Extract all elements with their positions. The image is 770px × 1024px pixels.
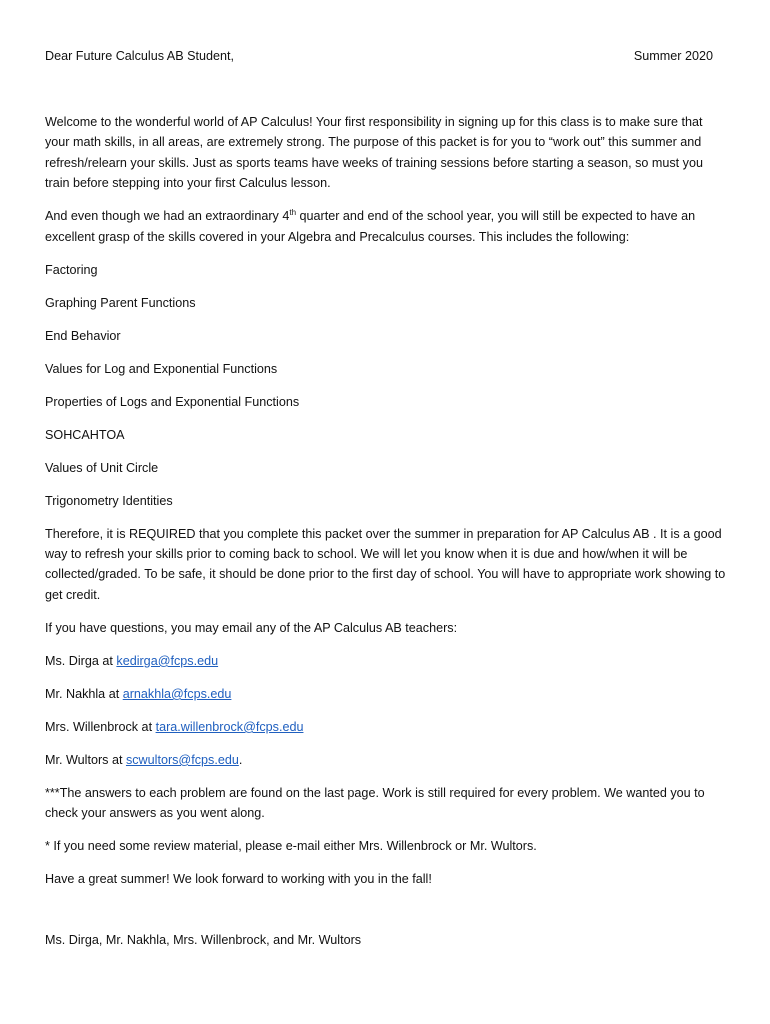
skills-paragraph [45,206,727,247]
intro-paragraph: Welcome to the wonderful world of AP Calculus! Your first responsibility in signing up for this class is to make sure that your math skills, in all areas, are extremely strong. The purpose of this packet is for you to “work out” this summer and refresh/relearn your skills. Just as sports teams have weeks of training sessions before starting a season, so must you train before stepping into your first Calculus lesson. [45,115,703,191]
letter-body [45,112,727,902]
email-link-willenbrock[interactable]: tara.willenbrock@fcps.edu [155,719,304,734]
email-link-wultors[interactable]: scwultors@fcps.edu [125,752,239,767]
topic-item: SOHCAHTOA [45,427,125,442]
answers-note: ***The answers to each problem are found on the last page. Work is still required for every problem. We wanted you to check your answers as you went along. [45,785,705,821]
teacher-contact-dirga [45,651,727,671]
signoff: Ms. Dirga, Mr. Nakhla, Mrs. Willenbrock, and Mr. Wultors [45,933,362,947]
topic-list [45,260,727,511]
letter-date: Summer 2020 [633,49,713,63]
questions-paragraph: If you have questions, you may email any of the AP Calculus AB teachers: [45,620,458,635]
topic-item: Values for Log and Exponential Functions [45,361,278,376]
email-link-dirga[interactable]: kedirga@fcps.edu [116,653,219,668]
teacher-contact-nakhla [45,684,727,704]
review-note: * If you need some review material, please e-mail either Mrs. Willenbrock or Mr. Wultors. [45,839,537,854]
teacher-name: Mr. Nakhla at [45,686,123,701]
required-paragraph: Therefore, it is REQUIRED that you complete this packet over the summer in preparation for AP Calculus AB . It is a good way to refresh your skills prior to coming back to school. We will let you know when it is due and how/when it will be collected/graded. To be safe, it should be done prior to the first day of school. You will have to appropriate work showing to get credit. [45,526,726,602]
letter-header [45,47,713,65]
topic-item: Graphing Parent Functions [45,295,196,310]
teacher-name: Ms. Dirga at [45,653,117,668]
teacher-contact-wultors: Mr. Wultors at scwultors@fcps.edu. [45,752,243,767]
skills-text-before: And even though we had an extraordinary 4 [45,209,290,224]
salutation: Dear Future Calculus AB Student, [45,49,235,63]
skills-text-after: quarter and end of the school year, you will still be expected to have an excellent grasp of the skills covered in your Algebra and Precalculus courses. This includes the following: [45,209,696,244]
teacher-name: Mr. Wultors at [45,752,126,767]
teacher-contact-willenbrock [45,717,727,737]
ordinal-suffix: th [289,208,297,218]
closing-line: Have a great summer! We look forward to working with you in the fall! [45,872,432,887]
email-link-nakhla[interactable]: arnakhla@fcps.edu [122,686,232,701]
topic-item: Values of Unit Circle [45,460,159,475]
topic-item: End Behavior [45,328,121,343]
teacher-name: Mrs. Willenbrock at [45,719,156,734]
topic-item: Trigonometry Identities [45,493,173,508]
topic-item: Properties of Logs and Exponential Functions [45,394,300,409]
topic-item: Factoring [45,262,98,277]
